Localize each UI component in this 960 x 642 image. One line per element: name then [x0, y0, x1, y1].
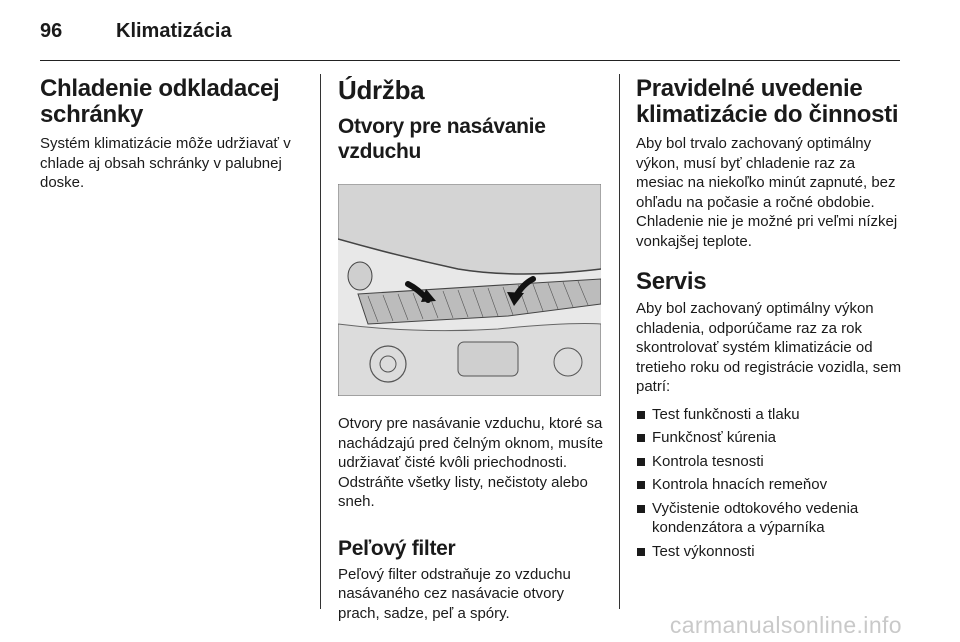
list-item [636, 499, 904, 538]
column-divider [619, 74, 620, 609]
heading-maintenance: Údržba [338, 75, 425, 105]
paragraph-service: Aby bol zachovaný optimálny výkon chladenia, odporúčame raz za rok skontrolovať systém klimatizácie od tretieho roku od registrácie vozidla, sem patrí: [636, 300, 902, 395]
column-divider [320, 74, 321, 609]
list-item [636, 475, 904, 495]
bullet-square-icon [637, 481, 645, 489]
column-3 [636, 76, 904, 565]
list-item-text: Vyčistenie odtokového vedenia kondenzátora a výparníka [652, 499, 859, 536]
bullet-square-icon [637, 548, 645, 556]
paragraph-regular-operation: Aby bol trvalo zachovaný optimálny výkon, musí byť chladenie raz za mesiac na niekoľko minút zapnuté, bez ohľadu na počasie a ročné obdobie. Chladenie nie je možné pri veľmi nízkej vonkajšej teplote. [636, 135, 898, 250]
list-item [636, 452, 904, 472]
bullet-square-icon [637, 458, 645, 466]
column-1 [40, 76, 302, 193]
service-checklist [636, 405, 904, 562]
section-title: Klimatizácia [116, 20, 232, 42]
heading-regular-operation: Pravidelné uvedenie klimatizácie do činnosti [636, 75, 899, 128]
watermark: carmanualsonline.info [669, 612, 902, 638]
bullet-square-icon [637, 505, 645, 513]
paragraph-pollen-filter: Peľový filter odstraňuje zo vzduchu nasávaného cez nasávacie otvory prach, sadze, peľ a spóry. [338, 565, 571, 622]
bullet-square-icon [637, 434, 645, 442]
heading-air-intake: Otvory pre nasávanie vzduchu [338, 115, 546, 163]
list-item [636, 428, 904, 448]
header-rule [40, 60, 900, 61]
heading-service: Servis [636, 268, 707, 295]
list-item-text: Funkčnosť kúrenia [652, 429, 777, 446]
heading-pollen-filter: Peľový filter [338, 536, 456, 560]
list-item-text: Test funkčnosti a tlaku [652, 405, 800, 423]
page-number: 96 [40, 20, 63, 42]
paragraph-glovebox-cooling: Systém klimatizácie môže udržiavať v chlade aj obsah schránky v palubnej doske. [40, 135, 291, 191]
bullet-square-icon [637, 411, 645, 419]
air-intake-illustration [338, 184, 601, 396]
list-item [636, 542, 904, 562]
list-item-text: Kontrola hnacích remeňov [652, 476, 828, 493]
paragraph-air-intake: Otvory pre nasávanie vzduchu, ktoré sa nachádzajú pred čelným oknom, musíte udržiavať čisté kvôli priechodnosti. Odstráňte všetky listy, nečistoty alebo sneh. [338, 415, 604, 510]
list-item [636, 405, 904, 425]
list-item-text: Kontrola tesnosti [652, 452, 764, 470]
heading-glovebox-cooling: Chladenie odkladacej schránky [40, 75, 280, 128]
list-item-text: Test výkonnosti [652, 542, 755, 560]
column-2 [338, 76, 606, 623]
